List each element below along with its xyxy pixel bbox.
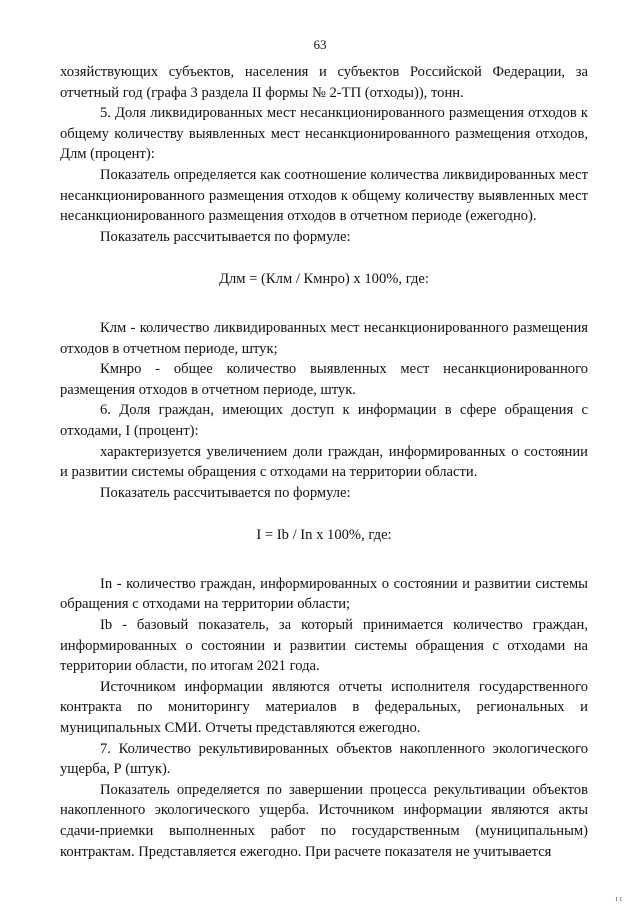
paragraph-kmnro-definition: Кмнро - общее количество выявленных мест несанкционированного размещения отходов в отчетном периоде, штук.	[60, 361, 588, 398]
paragraph-indicator-5-definition: Показатель определяется как соотношение количества ликвидированных мест несанкционированного размещения отходов к общему количеству выявленных мест несанкционированного размещения отходов в отчетном периоде (ежегодно).	[60, 166, 588, 225]
paragraph-klm-definition: Клм - количество ликвидированных мест несанкционированного размещения отходов в отчетном периоде, штук;	[60, 319, 588, 357]
formula-i: I = Ib / In х 100%, где:	[256, 527, 392, 544]
paragraph-indicator-5-heading: 5. Доля ликвидированных мест несанкционированного размещения отходов к общему количеству выявленных мест несанкционированного размещения отходов, Длм (процент):	[60, 105, 588, 163]
paragraph-formula-intro-2: Показатель рассчитывается по формуле:	[100, 484, 351, 501]
paragraph-ib-definition: Ib - базовый показатель, за который принимается количество граждан, информированных о состоянии и развитии системы обращения с отходами на территории области, по итогам 2021 года.	[60, 617, 588, 675]
paragraph-formula-intro: Показатель рассчитывается по формуле:	[100, 228, 351, 245]
paragraph-indicator-6-heading: 6. Доля граждан, имеющих доступ к информации в сфере обращения с отходами, I (процент):	[60, 402, 588, 439]
formula-dlm: Длм = (Клм / Кмнро) х 100%, где:	[219, 271, 429, 288]
paragraph-continuation: хозяйствующих субъектов, населения и субъектов Российской Федерации, за отчетный год (графа 3 раздела II формы № 2-ТП (отходы)), тонн.	[60, 64, 588, 101]
scan-marks: ı ı	[615, 894, 622, 903]
paragraph-indicator-6-definition: характеризуется увеличением доли граждан, информированных о состоянии и развитии системы обращения с отходами на территории области.	[60, 443, 588, 481]
paragraph-indicator-7-heading: 7. Количество рекультивированных объектов накопленного экологического ущерба, Р (штук).	[60, 740, 588, 778]
paragraph-indicator-7-definition: Показатель определяется по завершении процесса рекультивации объектов накопленного экологического ущерба. Источником информации являются акты сдачи-приемки выполненных работ по государственным (муниципальным) контрактам. Представляется ежегодно. При расчете показателя не учитывается	[60, 781, 588, 860]
page-number: 63	[313, 37, 327, 52]
paragraph-information-source: Источником информации являются отчеты исполнителя государственного контракта по мониторингу материалов в федеральных, региональных и муниципальных СМИ. Отчеты представляются ежегодно.	[60, 678, 588, 737]
paragraph-in-definition: In - количество граждан, информированных о состоянии и развитии системы обращения с отходами на территории области;	[60, 575, 588, 613]
document-body	[60, 62, 588, 862]
